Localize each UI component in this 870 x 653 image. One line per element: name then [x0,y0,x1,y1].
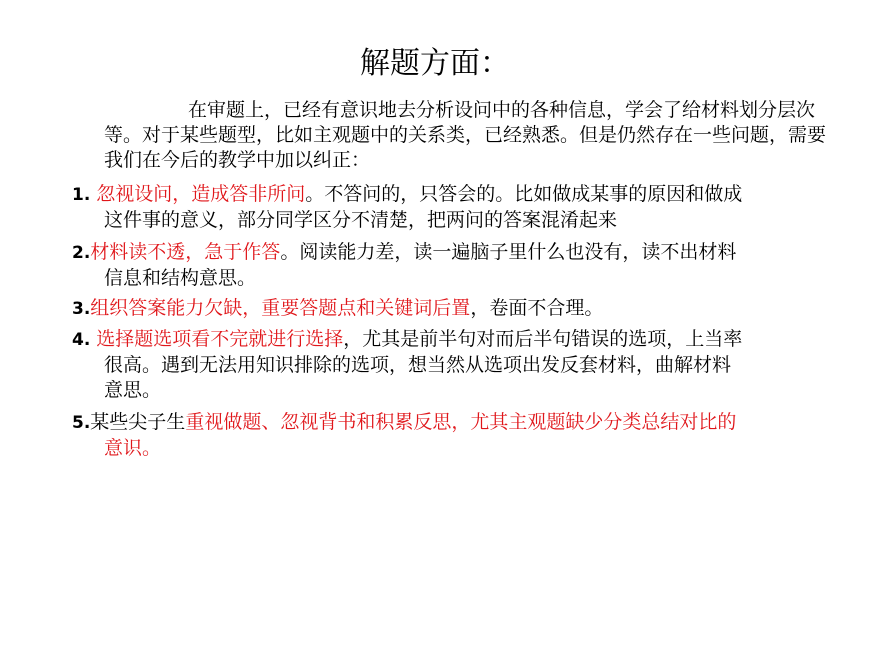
item-number: 4. [72,330,97,350]
list-item [72,240,834,291]
intro-paragraph: 在审题上，已经有意识地去分析设问中的各种信息，学会了给材料划分层次等。对于某些题型，比如主观题中的关系类，已经熟悉。但是仍然存在一些问题，需要我们在今后的教学中加以纠正： [104,99,827,171]
item-text-continued: 很高。遇到无法用知识排除的选项，想当然从选项出发反套材料，曲解材料 [104,354,732,376]
item-highlight-continued: 意识。 [104,437,162,459]
item-highlight: 选择题选项看不完就进行选择 [96,328,344,350]
list-item [72,410,834,461]
item-highlight: 忽视设问，造成答非所问 [96,183,306,205]
item-highlight: 组织答案能力欠缺，重要答题点和关键词后置 [90,297,471,319]
item-number: 1. [72,185,97,205]
item-number: 5. [72,413,91,433]
item-text-continued: 这件事的意义，部分同学区分不清楚，把两问的答案混淆起来 [104,209,618,231]
list-item [72,182,834,233]
item-number: 2. [72,243,91,263]
item-text: 。阅读能力差，读一遍脑子里什么也没有，读不出材料 [280,241,737,263]
item-number: 3. [72,299,91,319]
item-text: 。不答问的，只答会的。比如做成某事的原因和做成 [305,183,743,205]
item-text: ，尤其是前半句对而后半句错误的选项，上当率 [343,328,743,350]
item-text-continued: 信息和结构意思。 [104,267,257,289]
item-text: ，卷面不合理。 [470,297,604,319]
item-text: 某些尖子生 [90,411,186,433]
page-title: 解题方面： [360,46,510,81]
item-text-continued: 意思。 [104,379,162,401]
list-item [72,327,834,403]
list-item [72,296,834,322]
item-highlight: 材料读不透，急于作答 [90,241,281,263]
item-highlight: 重视做题、忽视背书和积累反思，尤其主观题缺少分类总结对比的 [185,411,737,433]
